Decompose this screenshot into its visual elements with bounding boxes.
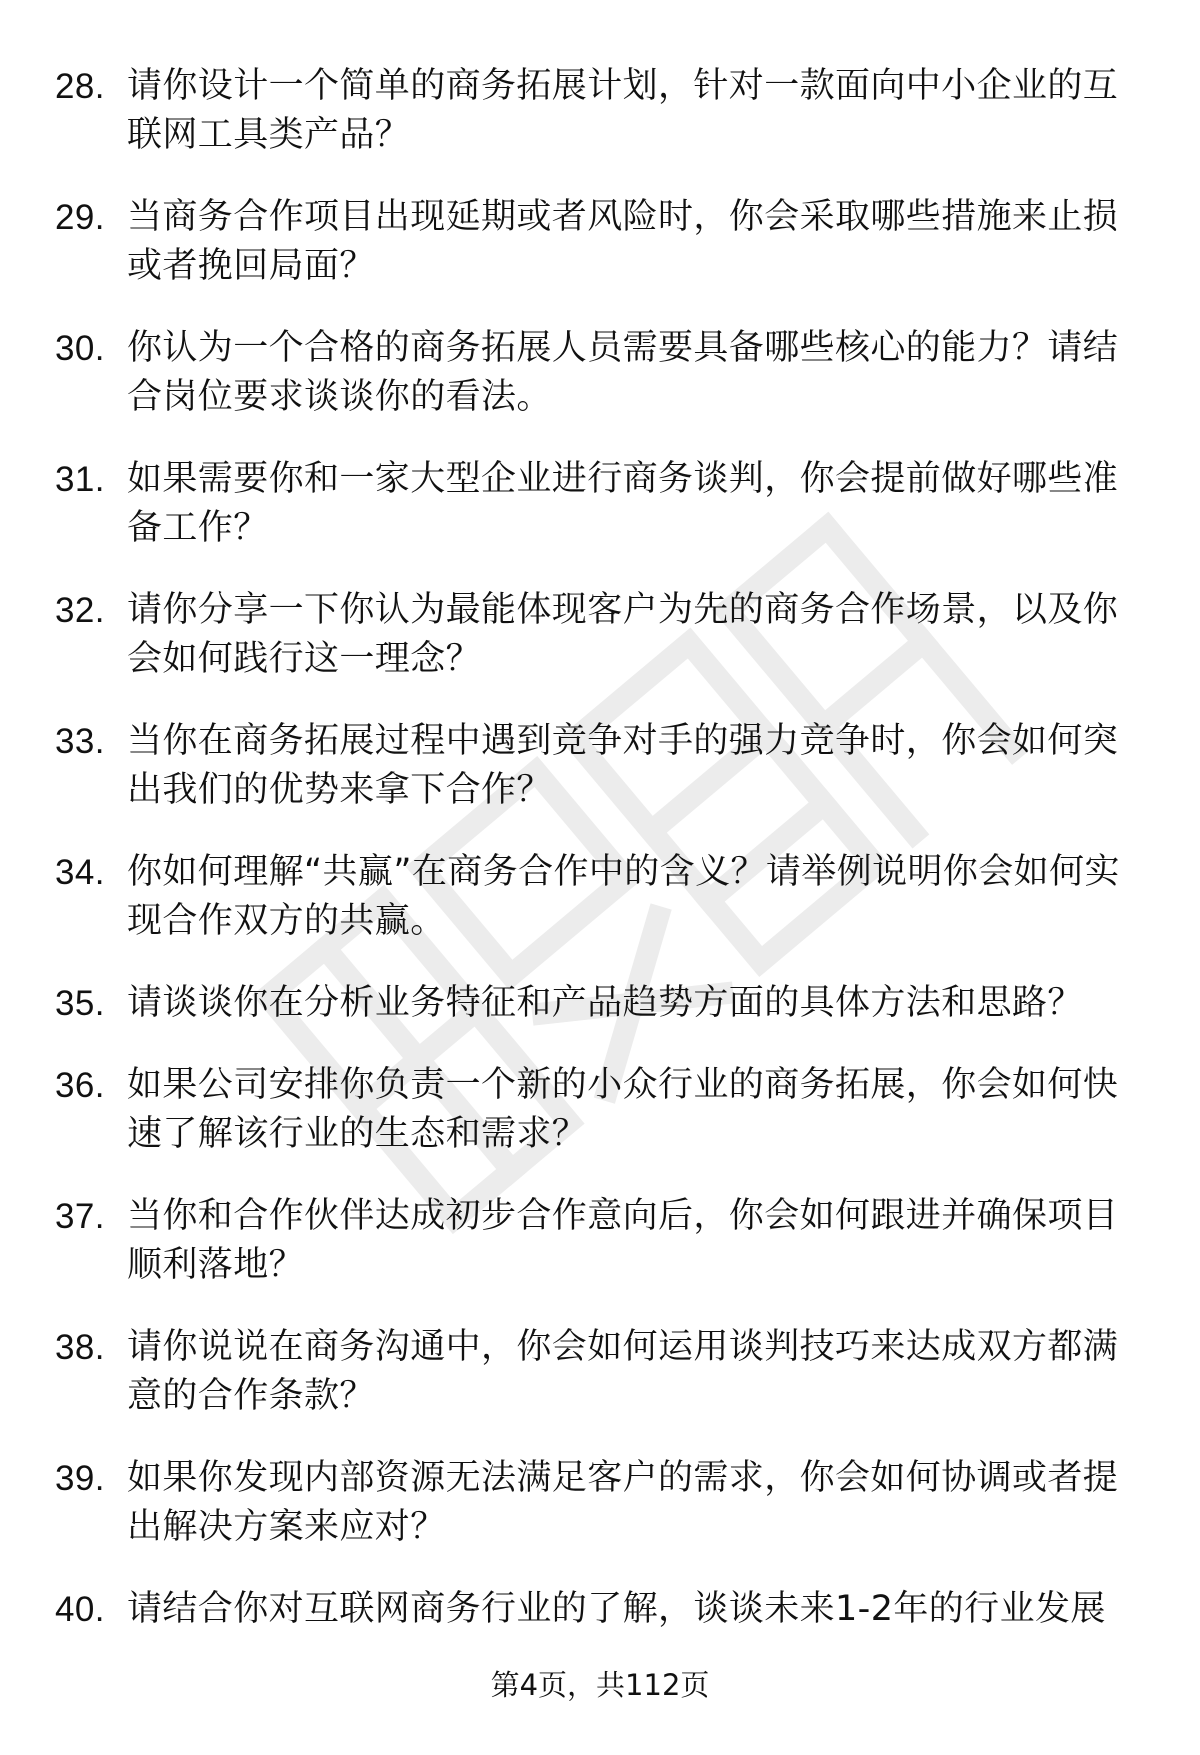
list-item <box>55 1454 1145 1552</box>
question-text: 请你设计一个简单的商务拓展计划，针对一款面向中小企业的互联网工具类产品？ <box>127 66 1119 155</box>
list-item <box>55 1192 1145 1290</box>
question-text: 当你和合作伙伴达成初步合作意向后，你会如何跟进并确保项目顺利落地？ <box>127 1196 1119 1285</box>
question-text: 如果需要你和一家大型企业进行商务谈判，你会提前做好哪些准备工作？ <box>127 459 1119 548</box>
question-list <box>55 62 1145 1634</box>
question-text: 请你说说在商务沟通中，你会如何运用谈判技巧来达成双方都满意的合作条款？ <box>127 1327 1119 1416</box>
question-number: 28. <box>55 67 105 106</box>
question-number: 30. <box>55 329 105 368</box>
question-text: 请结合你对互联网商务行业的了解，谈谈未来1-2年的行业发展 <box>127 1589 1106 1629</box>
question-text: 如果公司安排你负责一个新的小众行业的商务拓展，你会如何快速了解该行业的生态和需求？ <box>127 1065 1119 1154</box>
question-text: 当商务合作项目出现延期或者风险时，你会采取哪些措施来止损或者挽回局面？ <box>127 197 1119 286</box>
list-item <box>55 586 1145 684</box>
list-item <box>55 455 1145 553</box>
list-item <box>55 717 1145 815</box>
question-text: 你认为一个合格的商务拓展人员需要具备哪些核心的能力？请结合岗位要求谈谈你的看法。 <box>127 328 1119 417</box>
question-number: 31. <box>55 460 105 499</box>
question-number: 33. <box>55 722 105 761</box>
question-text: 请谈谈你在分析业务特征和产品趋势方面的具体方法和思路？ <box>127 983 1083 1023</box>
question-number: 35. <box>55 984 105 1023</box>
list-item <box>55 324 1145 422</box>
question-text: 如果你发现内部资源无法满足客户的需求，你会如何协调或者提出解决方案来应对？ <box>127 1458 1119 1547</box>
list-item <box>55 193 1145 291</box>
page-footer: 第4页，共112页 <box>490 1668 710 1702</box>
question-number: 29. <box>55 198 105 237</box>
question-number: 32. <box>55 591 105 630</box>
list-item <box>55 848 1145 946</box>
list-item <box>55 979 1145 1028</box>
question-number: 38. <box>55 1328 105 1367</box>
list-item <box>55 1323 1145 1421</box>
question-text: 你如何理解“共赢”在商务合作中的含义？请举例说明你会如何实现合作双方的共赢。 <box>127 852 1120 941</box>
question-number: 36. <box>55 1066 105 1105</box>
question-number: 37. <box>55 1197 105 1236</box>
question-number: 40. <box>55 1590 105 1629</box>
list-item <box>55 1585 1145 1634</box>
question-text: 当你在商务拓展过程中遇到竞争对手的强力竞争时，你会如何突出我们的优势来拿下合作？ <box>127 721 1119 810</box>
question-number: 39. <box>55 1459 105 1498</box>
list-item <box>55 62 1145 160</box>
list-item <box>55 1061 1145 1159</box>
question-number: 34. <box>55 853 105 892</box>
question-text: 请你分享一下你认为最能体现客户为先的商务合作场景，以及你会如何践行这一理念？ <box>127 590 1119 679</box>
